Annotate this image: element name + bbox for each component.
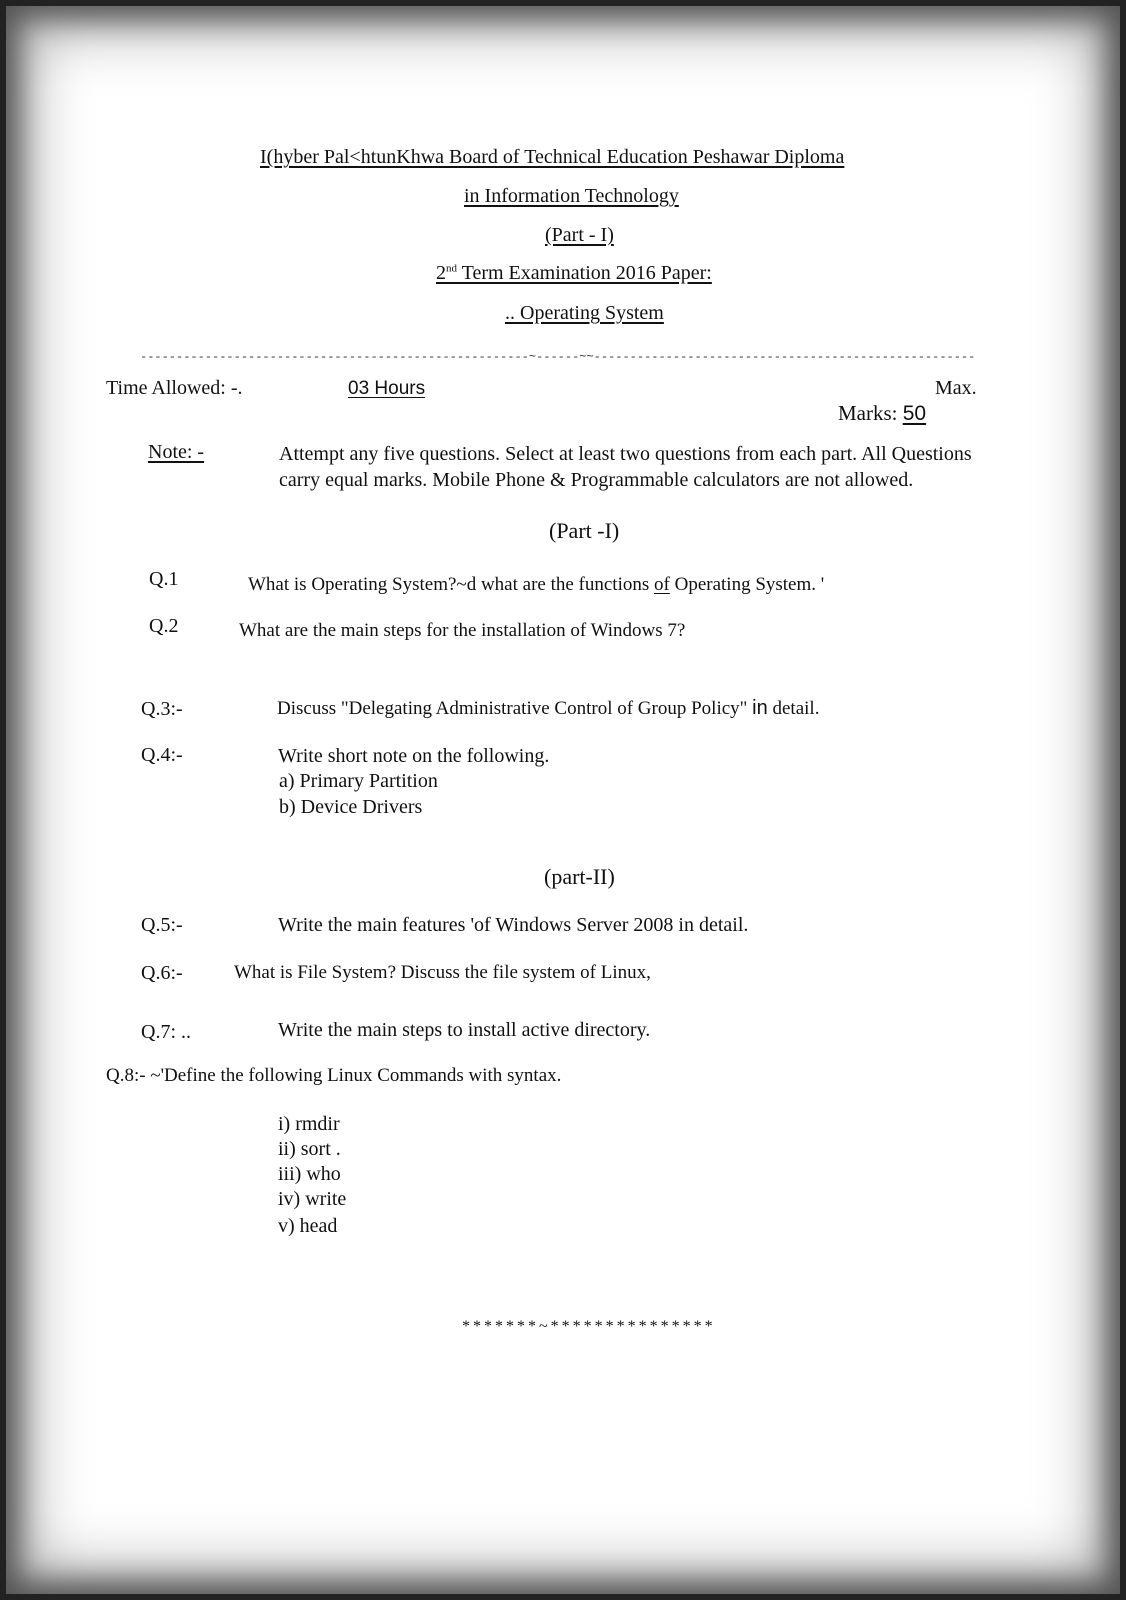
question-text: Write the main steps to install active directory. [278, 1019, 651, 1041]
question-number: Q.6:- [141, 962, 183, 984]
note-text: Attempt any five questions. Select at least two questions from each part. All Questions carry equal marks. Mobile Phone & Programmable calculators are not allowed. [279, 443, 972, 491]
term-line [436, 262, 712, 285]
question-number: Q.7: .. [141, 1021, 191, 1043]
question-text-part: Discuss "Delegating Administrative Control of Group Policy" [277, 698, 753, 719]
question-number: Q.3:- [141, 698, 183, 720]
marks-value: 50 [902, 402, 927, 425]
diploma-line: in Information Technology [464, 185, 679, 207]
term-ordinal: 2 [436, 262, 446, 284]
command-item: i) rmdir [278, 1113, 340, 1135]
command-item: ii) sort . [278, 1138, 341, 1160]
time-allowed-value: 03 Hours [348, 378, 426, 399]
question-text: What are the main steps for the installation of Windows 7? [239, 620, 686, 641]
question-number: Q.2 [149, 615, 179, 637]
part-2-heading: (part-II) [544, 864, 615, 889]
marks-label: Marks: [838, 401, 898, 425]
question-text-part: in [752, 697, 768, 719]
command-item: iii) who [278, 1163, 341, 1185]
command-item: v) head [278, 1215, 338, 1237]
question-text-part: What is Operating System?~d what are the functions [248, 574, 655, 595]
question-text: Write short note on the following. [278, 745, 550, 767]
time-allowed-label: Time Allowed: -. [106, 377, 243, 399]
note-label: Note: - [148, 441, 205, 463]
command-item: iv) write [278, 1188, 347, 1210]
question-text: What is File System? Discuss the file system of Linux, [234, 962, 651, 983]
divider-line: ------------------------------------------------------~------~~----------------------------------------------------- [140, 350, 976, 364]
question-text [277, 697, 819, 720]
end-of-paper-stars: *******~*************** [462, 1318, 716, 1335]
question-number: Q.8:- [106, 1065, 146, 1086]
part-1-heading: (Part -I) [549, 518, 620, 543]
question-text: ~'Define the following Linux Commands with syntax. [150, 1065, 562, 1086]
question-text [248, 574, 824, 596]
question-text-part: Operating System. ' [669, 574, 825, 595]
question-number: Q.5:- [141, 914, 183, 936]
term-ordinal-suffix: nd [446, 262, 457, 275]
sub-item: a) Primary Partition [279, 770, 438, 792]
question-number: Q.4:- [141, 744, 183, 766]
term-rest: Term Examination 2016 Paper: [457, 262, 712, 284]
question-text-part: of [654, 574, 670, 595]
question-text-part: detail. [767, 698, 820, 719]
max-marks [838, 401, 926, 426]
part-title: (Part - I) [545, 224, 614, 246]
question-8 [106, 1065, 561, 1087]
max-label: Max. [935, 377, 977, 399]
question-text: Write the main features 'of Windows Server 2008 in detail. [278, 914, 749, 936]
board-title-line: I(hyber Pal<htunKhwa Board of Technical Education Peshawar Diploma [260, 146, 845, 168]
question-number: Q.1 [149, 568, 179, 590]
subject-line: .. Operating System [505, 302, 664, 324]
sub-item: b) Device Drivers [279, 796, 423, 818]
